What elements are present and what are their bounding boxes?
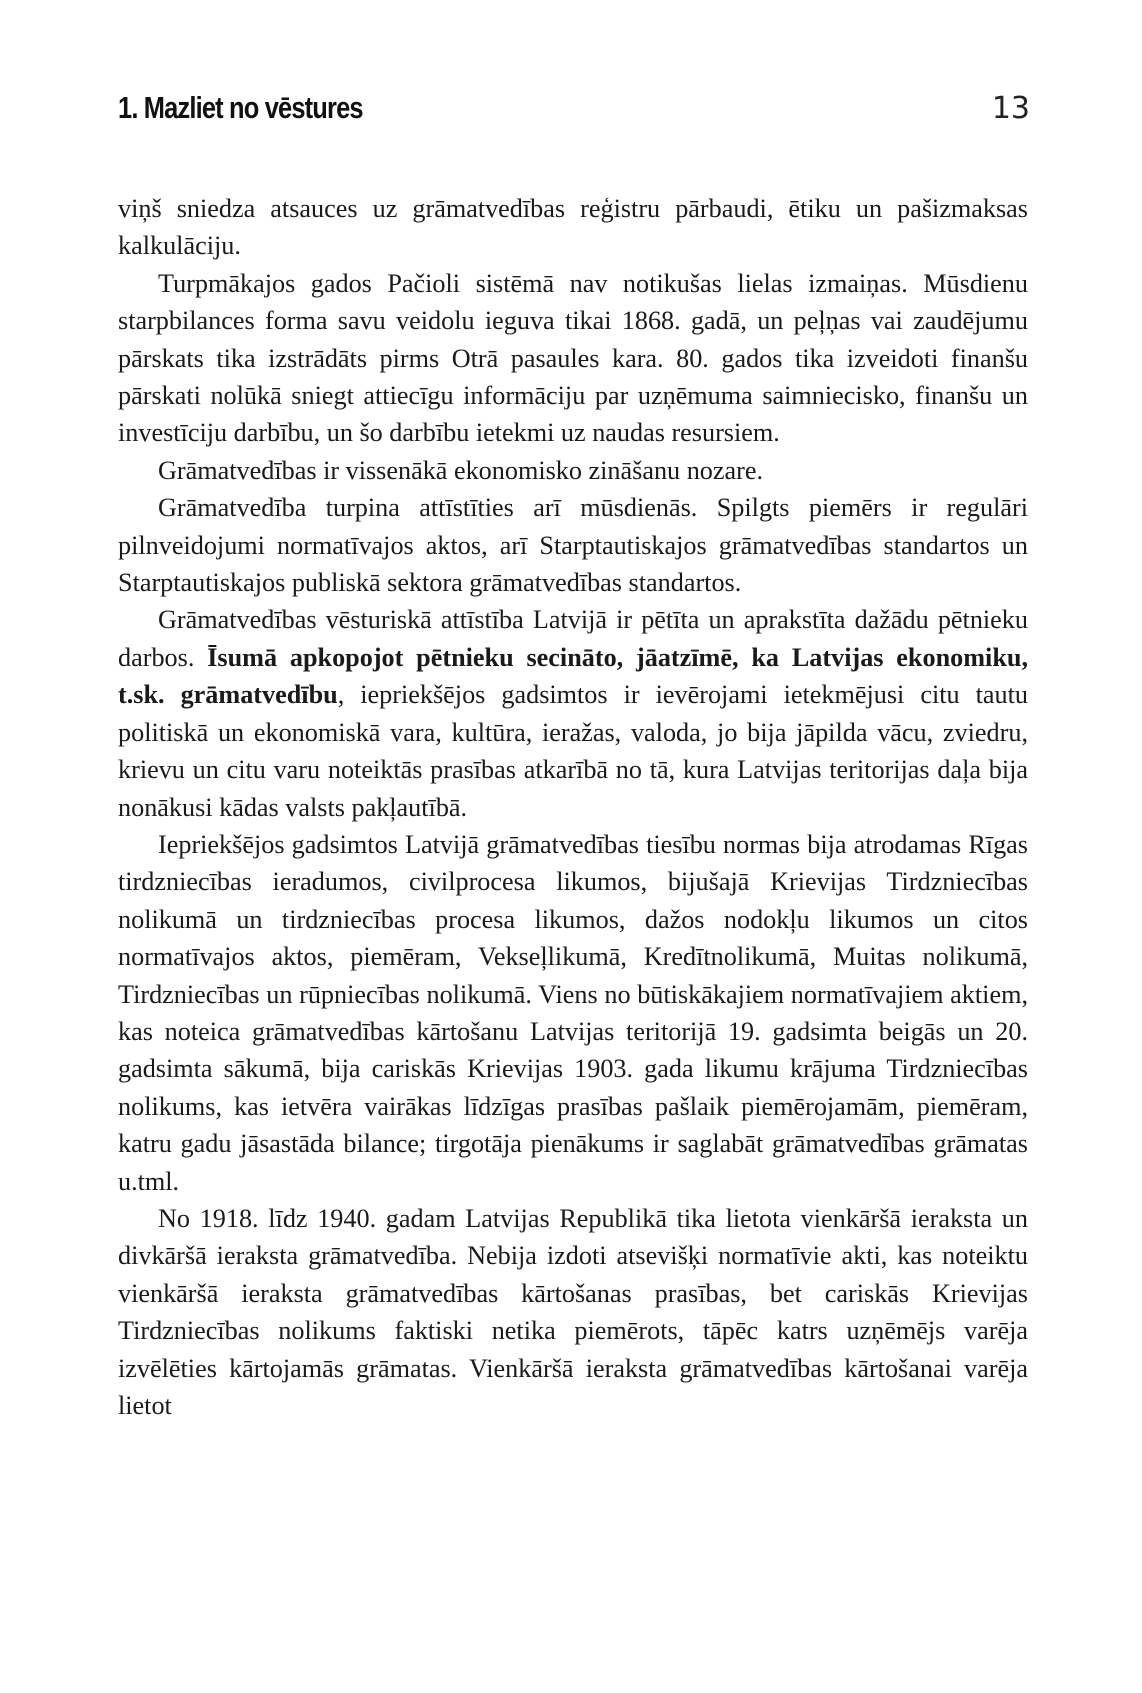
paragraph-2: Turpmākajos gados Pačioli sistēmā nav notikušas lielas izmaiņas. Mūsdienu starpbilances forma savu veidolu ieguva tikai 1868. gadā, un peļņas vai zaudējumu pārskats tika izstrādāts pirms Otrā pasaules kara. 80. gados tika izveidoti finanšu pārskati nolūkā sniegt attiecīgu informāciju par uzņēmuma saimniecisko, finanšu un investīciju darbību, un šo darbību ietekmi uz naudas resursiem.	[118, 268, 1028, 448]
chapter-title: 1. Mazliet no vēstures	[118, 90, 363, 125]
running-head	[118, 90, 1030, 130]
paragraph-4: Grāmatvedība turpina attīstīties arī mūsdienās. Spilgts piemērs ir regulāri pilnveidojumi normatīvajos aktos, arī Starptautiskajos grāmatvedības standartos un Starptautiskajos publiskā sektora grāmatvedības standartos.	[118, 493, 1028, 598]
paragraph-5-start: Grāmatvedības vēsturiskā attīstība Latvijā ir pētīta un aprakstīta dažādu pētnieku darbos.	[118, 605, 1028, 672]
body-text	[118, 190, 1028, 1424]
paragraph-7: No 1918. līdz 1940. gadam Latvijas Republikā tika lietota vienkāršā ieraksta un divkāršā ieraksta grāmatvedība. Nebija izdoti atsevišķi normatīvie akti, kas noteiktu vienkāršā ieraksta grāmatvedības kārtošanas prasības, bet cariskās Krievijas Tirdzniecības nolikums faktiski netika piemērots, tāpēc katrs uzņēmējs varēja izvēlēties kārtojamās grāmatas. Vienkāršā ieraksta grāmatvedības kārtošanai varēja lietot	[118, 1203, 1028, 1420]
paragraph-3: Grāmatvedības ir vissenākā ekonomisko zināšanu nozare.	[158, 455, 764, 485]
paragraph-5-bold-phrase: Īsumā apkopojot pētnieku secināto, jāatzīmē, ka Latvijas ekonomiku, t.sk. grāmatvedību	[118, 642, 1028, 710]
paragraph-6: Iepriekšējos gadsimtos Latvijā grāmatvedības tiesību normas bija atrodamas Rīgas tirdzniecības ieradumos, civilprocesa likumos, bijušajā Krievijas Tirdzniecības nolikumā un tirdzniecības procesa likumos, dažos nodokļu likumos un citos normatīvajos aktos, piemēram, Vekseļlikumā, Kredītnolikumā, Muitas nolikumā, Tirdzniecības un rūpniecības nolikumā. Viens no būtiskākajiem normatīvajiem aktiem, kas noteica grāmatvedības kārtošanu Latvijas teritorijā 19. gadsimta beigās un 20. gadsimta sākumā, bija cariskās Krievijas 1903. gada likumu krājuma Tirdzniecības nolikums, kas ietvēra vairākas līdzīgas prasības pašlaik piemērojamām, piemēram, katru gadu jāsastāda bilance; tirgotāja pienākums ir saglabāt grāmatvedības grāmatas u.tml.	[118, 829, 1028, 1196]
paragraph-5-end: , iepriekšējos gadsimtos ir ievērojami ietekmējusi citu tautu politiskā un ekonomiskā vara, kultūra, ieražas, valoda, jo bija jāpilda vācu, zviedru, krievu un citu varu noteiktās prasības atkarībā no tā, kura Latvijas teritorijas daļa bija nonākusi kādas valsts pakļautībā.	[118, 680, 1028, 822]
page-number: 13	[991, 91, 1030, 126]
paragraph-1: viņš sniedza atsauces uz grāmatvedības reģistru pārbaudi, ētiku un pašizmaksas kalkulāciju.	[118, 194, 1028, 261]
paragraph-5	[118, 601, 1028, 825]
